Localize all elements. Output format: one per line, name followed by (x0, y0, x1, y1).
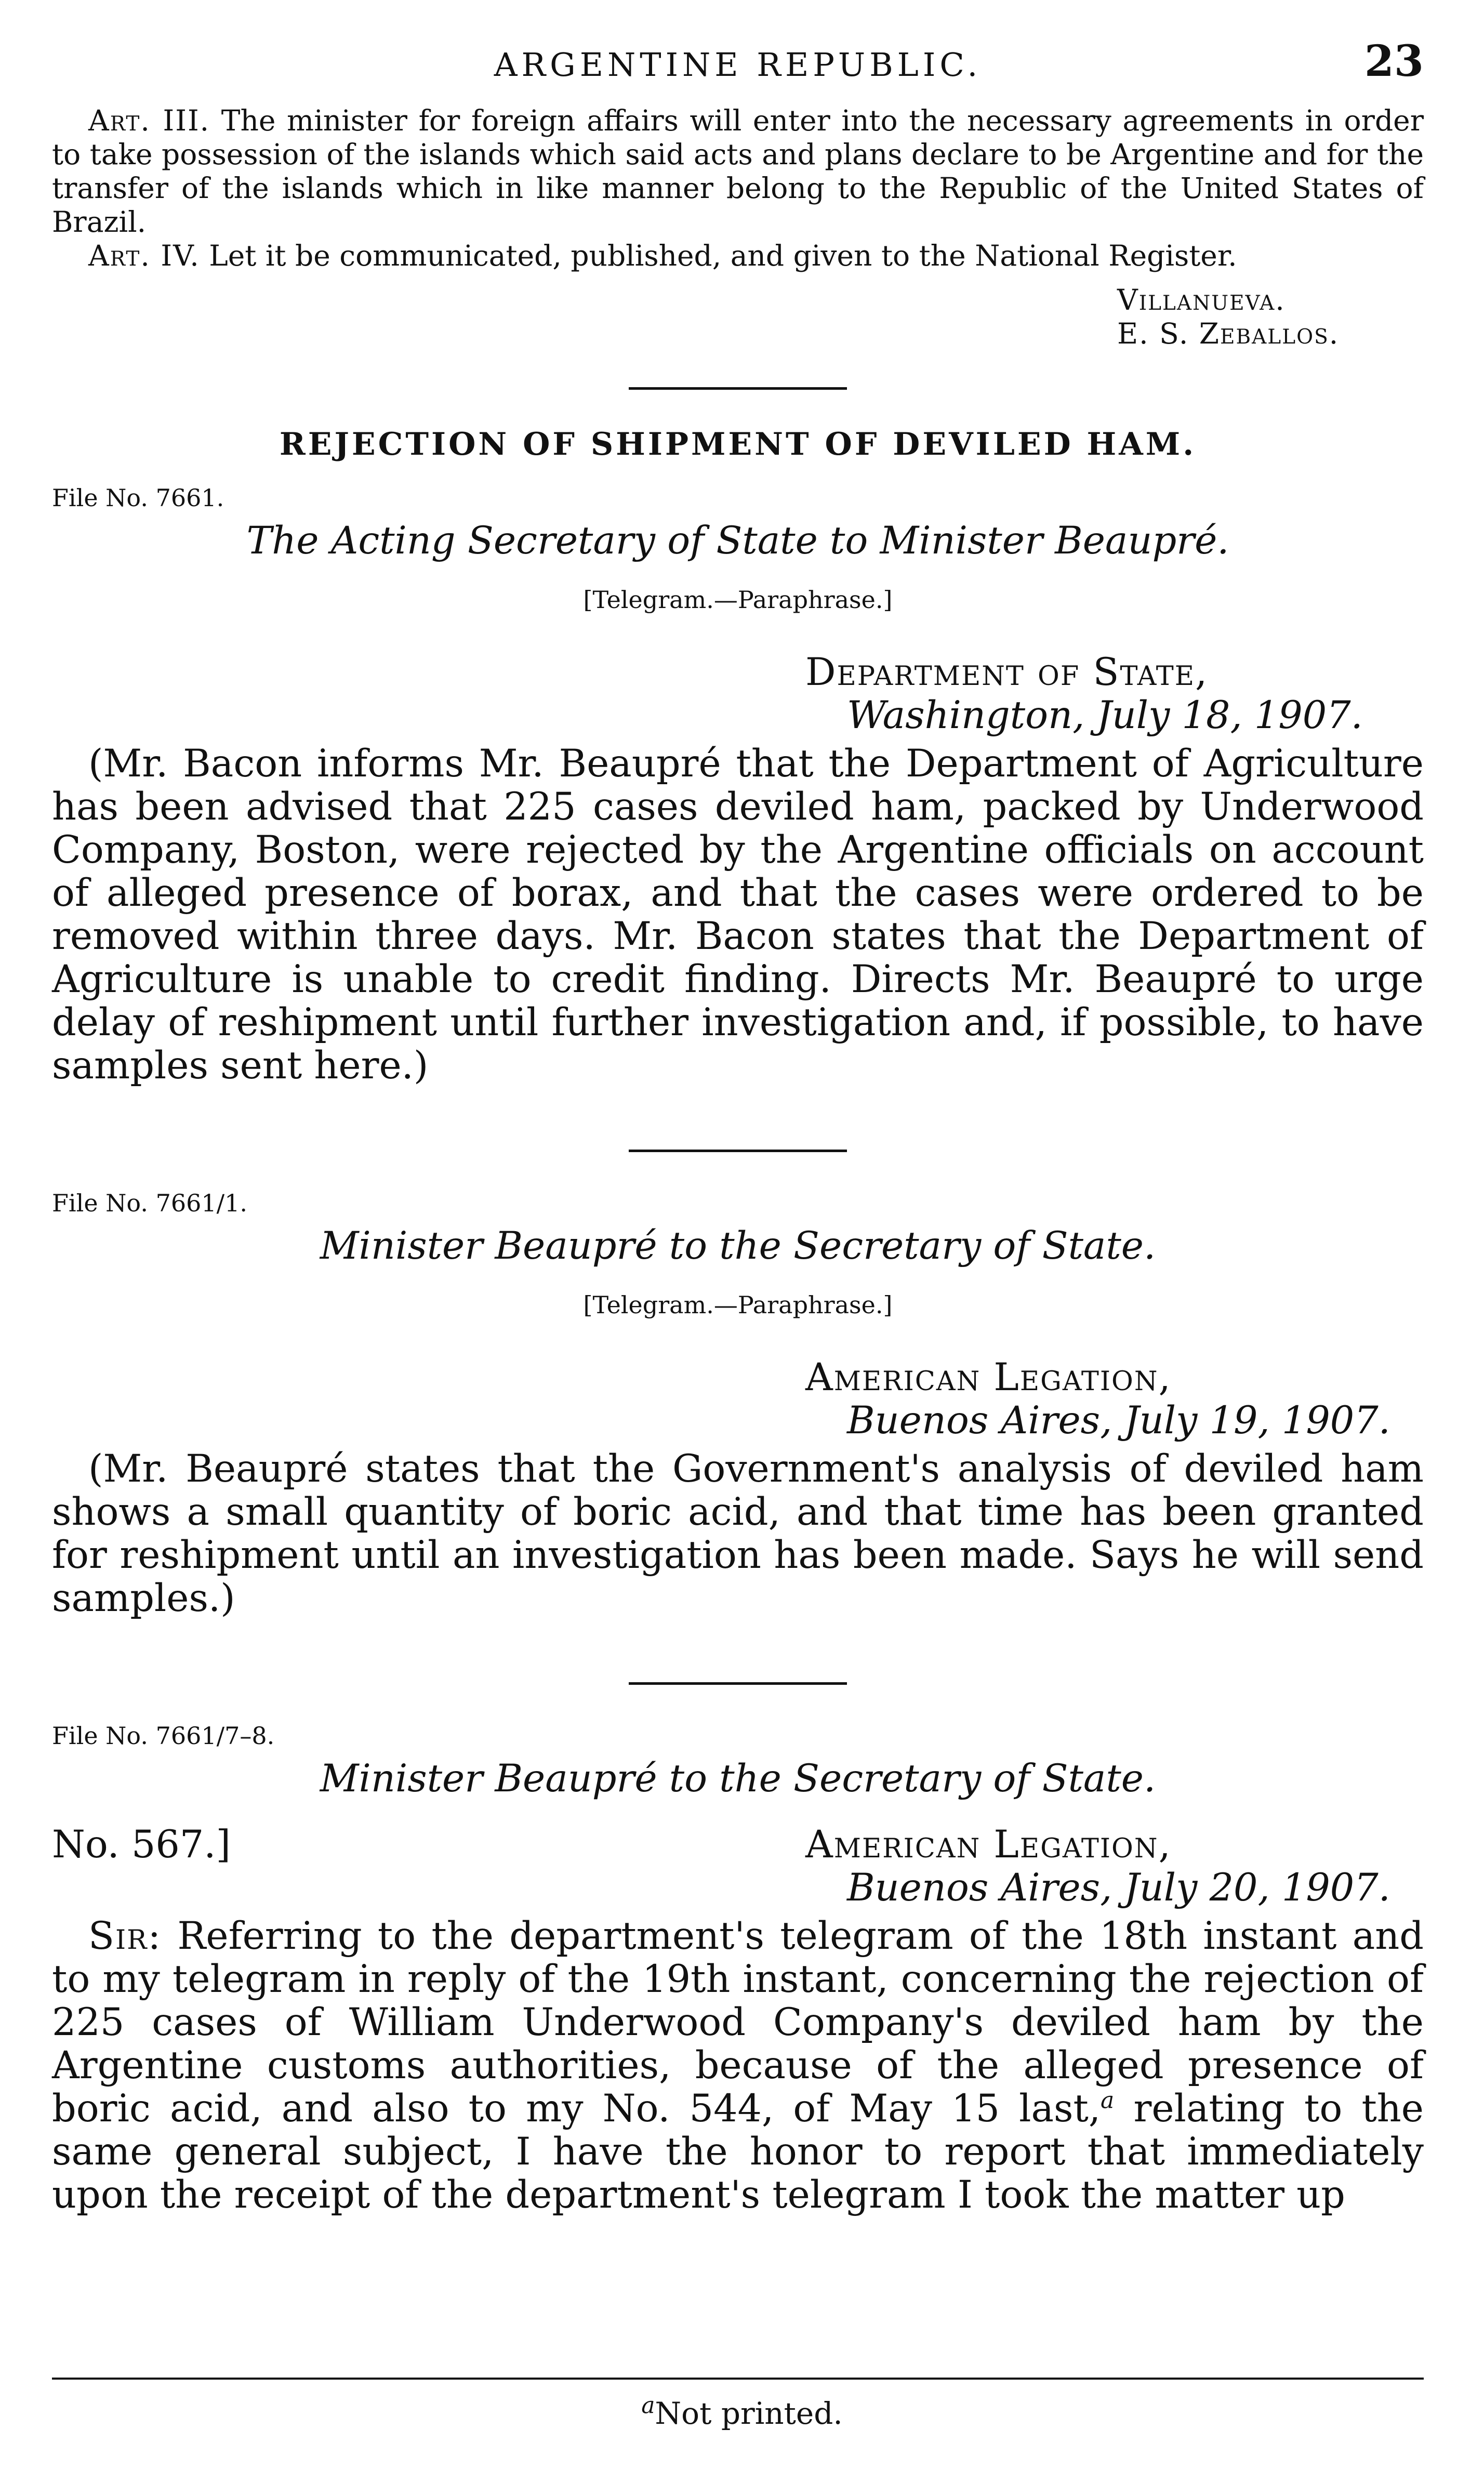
letter-heading-1: The Acting Secretary of State to Minister Beaupré. (246, 519, 1229, 563)
page-number: 23 (1364, 36, 1424, 86)
document-page (52, 36, 1424, 2216)
article-4 (52, 239, 1424, 273)
dateline-1 (805, 651, 1424, 737)
divider-1 (629, 1150, 847, 1152)
footnote-divider (52, 2378, 1424, 2380)
footnote-reference: a (1101, 2087, 1115, 2114)
body-3 (52, 1915, 1424, 2216)
running-title: ARGENTINE REPUBLIC. (494, 46, 982, 84)
dateline-2 (805, 1356, 1424, 1442)
dispatch-row (52, 1823, 1424, 1909)
body-2: (Mr. Beaupré states that the Government's analysis of deviled ham shows a small quantity of boric acid, and that time has been granted for reshipment until an investigation has been made. Says he will send samples.) (52, 1447, 1424, 1620)
dateline-1-org: Department of State, (805, 650, 1209, 694)
dateline-3-org: American Legation, (805, 1823, 1172, 1867)
footnote (0, 2392, 1484, 2431)
article-3-text: The minister for foreign affairs will enter into the necessary agreements in order to take possession of the islands which said acts and plans declare to be Argentine and for the transfer of the islands which in like manner belong to the Republic of the United States of Brazil. (52, 104, 1424, 239)
signature-villanueva: Villanueva. (1117, 283, 1286, 316)
dispatch-number: No. 567.] (52, 1823, 231, 1867)
signature-zeballos: E. S. Zeballos. (1117, 317, 1340, 350)
telegram-note-1: [Telegram.—Paraphrase.] (583, 586, 893, 614)
body-3-part-b: relating to the same general subject, I have the honor to report that immediately upon the receipt of the department's telegram I took the matter up (52, 2087, 1424, 2217)
section-divider (629, 387, 847, 390)
running-head (52, 36, 1424, 94)
article-4-label: Art. IV. (88, 239, 200, 272)
file-number-2: File No. 7661/1. (52, 1189, 248, 1217)
body-3-part-a: Referring to the department's telegram of the 18th instant and to my telegram in reply of the 19th instant, concerning the rejection of 225 cases of William Underwood Company's deviled ham by the Argentine customs authorities, because of the alleged presence of boric acid, and also to my No. 544, of May 15 last, (52, 1914, 1424, 2131)
file-number-3: File No. 7661/7–8. (52, 1722, 275, 1750)
dateline-2-org: American Legation, (805, 1355, 1172, 1400)
article-4-text: Let it be communicated, published, and given to the National Register. (209, 239, 1237, 272)
dateline-1-place: Washington, July 18, 1907. (847, 693, 1363, 737)
divider-2 (629, 1682, 847, 1685)
article-3-label: Art. III. (88, 104, 210, 137)
dateline-3-place: Buenos Aires, July 20, 1907. (847, 1866, 1390, 1910)
letter-heading-3: Minister Beaupré to the Secretary of State. (320, 1757, 1156, 1801)
section-title: REJECTION OF SHIPMENT OF DEVILED HAM. (279, 426, 1197, 463)
body-1: (Mr. Bacon informs Mr. Beaupré that the Department of Agriculture has been advised that 225 cases deviled ham, packed by Underwood Company, Boston, were rejected by the Argentine officials on account of alleged presence of borax, and that the cases were ordered to be removed within three days. Mr. Bacon states that the Department of Agriculture is unable to credit finding. Directs Mr. Beaupré to urge delay of reshipment until further investigation and, if possible, to have samples sent here.) (52, 742, 1424, 1088)
dateline-3 (805, 1823, 1424, 1909)
telegram-note-2: [Telegram.—Paraphrase.] (583, 1291, 893, 1319)
footnote-text: Not printed. (655, 2396, 843, 2431)
file-number-1: File No. 7661. (52, 484, 224, 512)
dateline-2-place: Buenos Aires, July 19, 1907. (847, 1398, 1390, 1443)
salutation: Sir: (88, 1914, 162, 1958)
footnote-marker: a (641, 2392, 655, 2419)
letter-heading-2: Minister Beaupré to the Secretary of State. (320, 1224, 1156, 1268)
article-3 (52, 104, 1424, 239)
